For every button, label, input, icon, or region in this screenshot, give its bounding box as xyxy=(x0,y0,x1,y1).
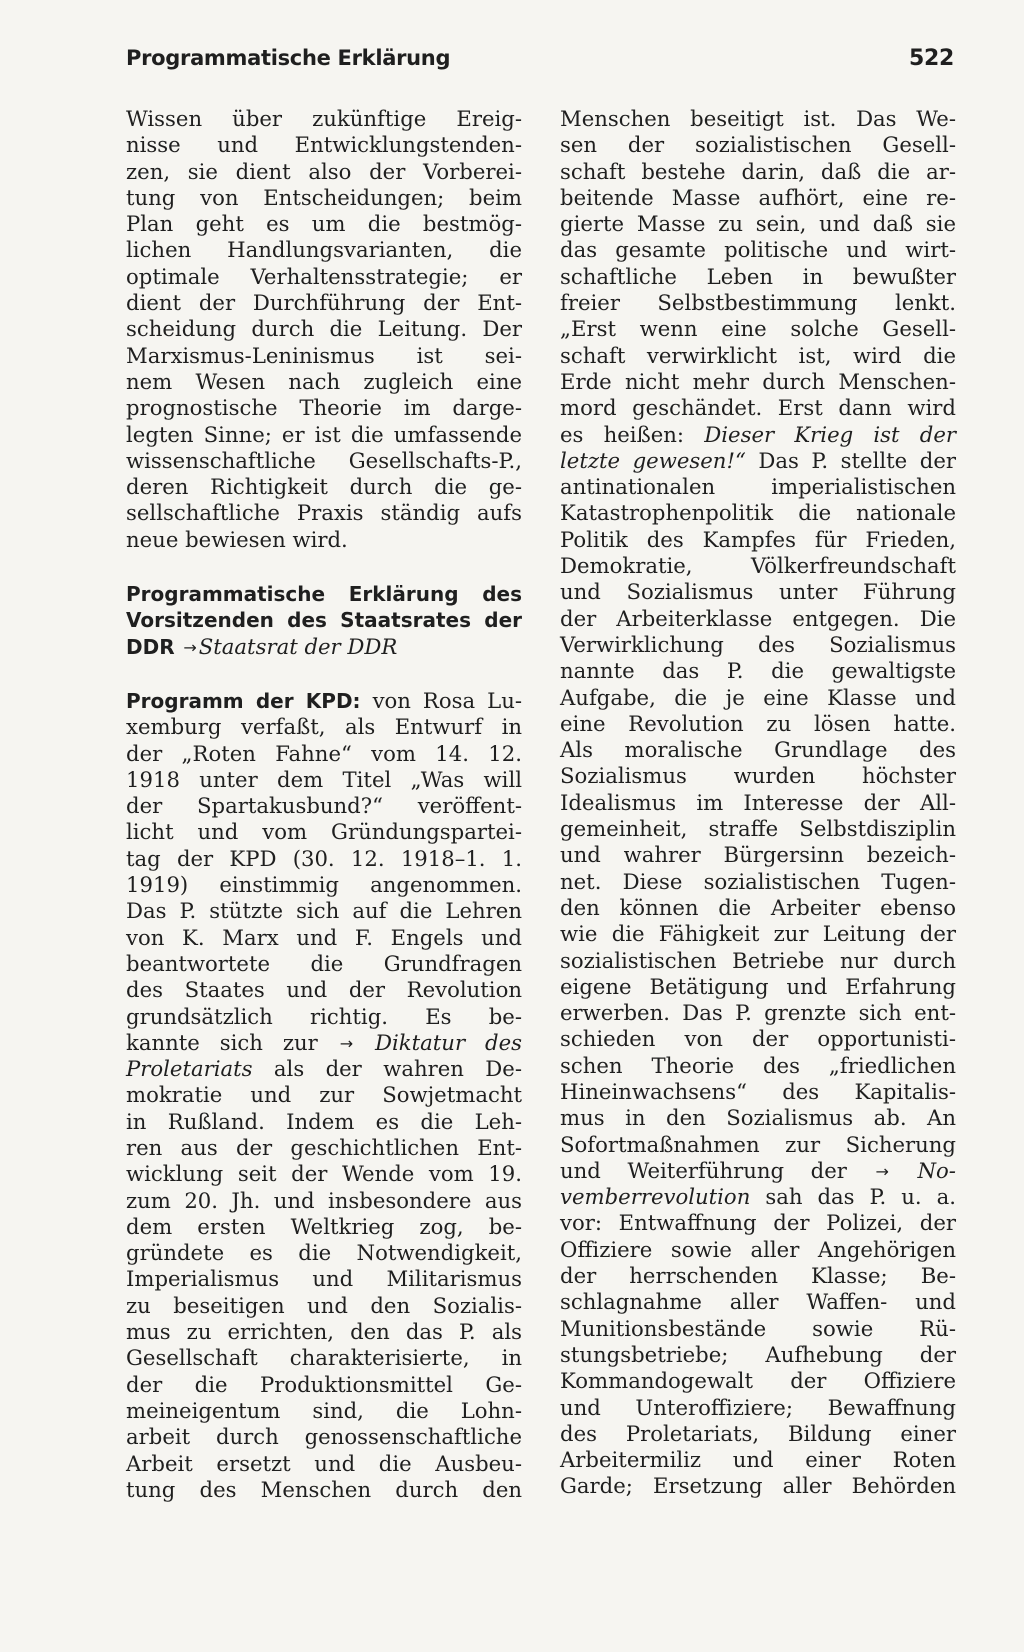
paragraph-prognose xyxy=(126,106,522,553)
text-line: stungsbetriebe; Aufhebung der xyxy=(560,1341,956,1367)
text-line: wissenschaftliche Gesellschafts-P., xyxy=(126,447,522,473)
text-line: Hineinwachsens“ des Kapitalis- xyxy=(560,1078,956,1104)
text-line: schaftliche Leben in bewußter xyxy=(560,263,956,289)
text-line: Imperialismus und Militarismus xyxy=(126,1266,522,1292)
text-line: meineigentum sind, die Lohn- xyxy=(126,1397,522,1423)
cross-reference-arrow-icon: → xyxy=(339,1033,354,1053)
text-line: beitende Masse aufhört, eine re- xyxy=(560,184,956,210)
text-line: lichen Handlungsvarianten, die xyxy=(126,237,522,263)
text-line: den können die Arbeiter ebenso xyxy=(560,894,956,920)
text-line: erwerben. Das P. grenzte sich ent- xyxy=(560,1000,956,1026)
text-line: sen der sozialistischen Gesell- xyxy=(560,132,956,158)
text-line: Sozialismus wurden höchster xyxy=(560,763,956,789)
page-number: 522 xyxy=(908,46,954,71)
text-line: und Weiterführung der → No- xyxy=(560,1158,956,1184)
running-title: Programmatische Erklärung xyxy=(126,46,451,70)
text-line: mokratie und zur Sowjetmacht xyxy=(126,1082,522,1108)
text-line: Marxismus-Leninismus ist sei- xyxy=(126,342,522,368)
text-line: grundsätzlich richtig. Es be- xyxy=(126,1003,522,1029)
text-line: mus zu errichten, den das P. als xyxy=(126,1319,522,1345)
text-line: des Proletariats, Bildung einer xyxy=(560,1420,956,1446)
text-line: xemburg verfaßt, als Entwurf in xyxy=(126,714,522,740)
entry-heading-ddr: DDR xyxy=(126,634,175,659)
text-line: zen, sie dient also der Vorberei- xyxy=(126,158,522,184)
text-line: Proletariats als der wahren De- xyxy=(126,1056,522,1082)
text-line: der herrschenden Klasse; Be- xyxy=(560,1263,956,1289)
text-line: Das P. stützte sich auf die Lehren xyxy=(126,898,522,924)
text-line: wie die Fähigkeit zur Leitung der xyxy=(560,921,956,947)
text-line: mord geschändet. Erst dann wird xyxy=(560,395,956,421)
text-line: dient der Durchführung der Ent- xyxy=(126,290,522,316)
text-line: in Rußland. Indem es die Leh- xyxy=(126,1108,522,1134)
text-line: vor: Entwaffnung der Polizei, der xyxy=(560,1210,956,1236)
text-line: Demokratie, Völkerfreundschaft xyxy=(560,553,956,579)
text-line: schlagnahme aller Waffen- und xyxy=(560,1289,956,1315)
text-line: sellschaftliche Praxis ständig aufs xyxy=(126,500,522,526)
text-line: antinationalen imperialistischen xyxy=(560,474,956,500)
entry-heading-line xyxy=(126,634,522,660)
text-line: scheidung durch die Leitung. Der xyxy=(126,316,522,342)
text-line: schen Theorie des „friedlichen xyxy=(560,1052,956,1078)
text-line: zu beseitigen und den Sozialis- xyxy=(126,1292,522,1318)
entry-first-line: Programm der KPD: von Rosa Lu- xyxy=(126,687,522,713)
text-line: zum 20. Jh. und insbesondere aus xyxy=(126,1187,522,1213)
text-line: legten Sinne; er ist die umfassende xyxy=(126,421,522,447)
text-line: schaft bestehe darin, daß die ar- xyxy=(560,158,956,184)
entry-programmatische-erklaerung xyxy=(126,581,522,660)
text-line: freier Selbstbestimmung lenkt. xyxy=(560,290,956,316)
text-line: licht und vom Gründungspartei- xyxy=(126,819,522,845)
text-line: der Spartakusbund?“ veröffent- xyxy=(126,793,522,819)
text-line: schaft verwirklicht ist, wird die xyxy=(560,342,956,368)
cross-reference-link[interactable]: Diktatur des xyxy=(375,1029,522,1055)
text-line: 1919) einstimmig angenommen. xyxy=(126,872,522,898)
text-line: Verwirklichung des Sozialismus xyxy=(560,631,956,657)
text-line: letzte gewesen!“ Das P. stellte der xyxy=(560,447,956,473)
text-line: 1918 unter dem Titel „Was will xyxy=(126,766,522,792)
text-line: wicklung seit der Wende vom 19. xyxy=(126,1161,522,1187)
text-line: Erde nicht mehr durch Menschen- xyxy=(560,368,956,394)
text-line: sozialistischen Betriebe nur durch xyxy=(560,947,956,973)
left-column xyxy=(126,106,522,1503)
text-line: tung des Menschen durch den xyxy=(126,1476,522,1502)
right-column xyxy=(560,106,956,1500)
text-line: Sofortmaßnahmen zur Sicherung xyxy=(560,1131,956,1157)
text-line: Plan geht es um die bestmög- xyxy=(126,211,522,237)
text-line: Idealismus im Interesse der All- xyxy=(560,789,956,815)
text-line: Offiziere sowie aller Angehörigen xyxy=(560,1236,956,1262)
cross-reference-link[interactable]: Proletariats xyxy=(126,1056,253,1082)
text-line: Arbeitermiliz und einer Roten xyxy=(560,1447,956,1473)
cross-reference-arrow-icon: → xyxy=(875,1161,889,1181)
text-line: ren aus der geschichtlichen Ent- xyxy=(126,1134,522,1160)
text-line: nisse und Entwicklungstenden- xyxy=(126,132,522,158)
text-line: optimale Verhaltensstrategie; er xyxy=(126,263,522,289)
text-line: Munitionsbestände sowie Rü- xyxy=(560,1315,956,1341)
text-line: nannte das P. die gewaltigste xyxy=(560,658,956,684)
entry-heading-line: Programmatische Erklärung des xyxy=(126,582,522,607)
text-line: gründete es die Notwendigkeit, xyxy=(126,1240,522,1266)
text-line: eine Revolution zu lösen hatte. xyxy=(560,710,956,736)
text-line: und wahrer Bürgersinn bezeich- xyxy=(560,842,956,868)
text-line: der die Produktionsmittel Ge- xyxy=(126,1371,522,1397)
text-line: und Sozialismus unter Führung xyxy=(560,579,956,605)
entry-headword: Programm der KPD: xyxy=(126,688,361,713)
entry-heading-line: Vorsitzenden des Staatsrates der xyxy=(126,608,522,633)
quotation: Dieser Krieg ist der xyxy=(704,421,956,447)
text-line: neue bewiesen wird. xyxy=(126,526,348,552)
text-line: Aufgabe, die je eine Klasse und xyxy=(560,684,956,710)
text-line: gierte Masse zu sein, und daß sie xyxy=(560,211,956,237)
text-line: Gesellschaft charakterisierte, in xyxy=(126,1345,522,1371)
text-line: der „Roten Fahne“ vom 14. 12. xyxy=(126,740,522,766)
text-line: von K. Marx und F. Engels und xyxy=(126,924,522,950)
text-line: mus in den Sozialismus ab. An xyxy=(560,1105,956,1131)
text-line: prognostische Theorie im darge- xyxy=(126,395,522,421)
quotation: letzte gewesen!“ xyxy=(560,447,746,473)
text-line: Garde; Ersetzung aller Behörden xyxy=(560,1473,956,1499)
text-line: das gesamte politische und wirt- xyxy=(560,237,956,263)
text-line: es heißen: Dieser Krieg ist der xyxy=(560,421,956,447)
text-line: deren Richtigkeit durch die ge- xyxy=(126,474,522,500)
text-line: gemeinheit, straffe Selbstdisziplin xyxy=(560,816,956,842)
text-line: dem ersten Weltkrieg zog, be- xyxy=(126,1213,522,1239)
text-line: Politik des Kampfes für Frieden, xyxy=(560,526,956,552)
text-line: und Unteroffiziere; Bewaffnung xyxy=(560,1394,956,1420)
text-line: tag der KPD (30. 12. 1918–1. 1. xyxy=(126,845,522,871)
text-line: „Erst wenn eine solche Gesell- xyxy=(560,316,956,342)
text-line: Kommandogewalt der Offiziere xyxy=(560,1368,956,1394)
text-line: Als moralische Grundlage des xyxy=(560,737,956,763)
text-line: beantwortete die Grundfragen xyxy=(126,950,522,976)
entry-programm-der-kpd xyxy=(126,688,522,1503)
cross-reference-link[interactable]: vemberrevolution xyxy=(560,1184,751,1210)
page-header xyxy=(126,46,954,86)
text-line: Wissen über zukünftige Ereig- xyxy=(126,106,522,131)
text-line: tung von Entscheidungen; beim xyxy=(126,184,522,210)
cross-reference-link[interactable]: No- xyxy=(917,1157,956,1183)
text-line: schieden von der opportunisti- xyxy=(560,1026,956,1052)
text-line: arbeit durch genossenschaftliche xyxy=(126,1424,522,1450)
text-line: Menschen beseitigt ist. Das We- xyxy=(560,106,956,131)
text-line: Katastrophenpolitik die nationale xyxy=(560,500,956,526)
text-line: Arbeit ersetzt und die Ausbeu- xyxy=(126,1450,522,1476)
text-line: net. Diese sozialistischen Tugen- xyxy=(560,868,956,894)
text-line: des Staates und der Revolution xyxy=(126,977,522,1003)
text-line: kannte sich zur → Diktatur des xyxy=(126,1030,522,1056)
text-line: nem Wesen nach zugleich eine xyxy=(126,368,522,394)
text-line: eigene Betätigung und Erfahrung xyxy=(560,973,956,999)
text-line: vemberrevolution sah das P. u. a. xyxy=(560,1184,956,1210)
cross-reference-link[interactable]: Staatsrat der DDR xyxy=(198,633,398,659)
text-line: der Arbeiterklasse entgegen. Die xyxy=(560,605,956,631)
cross-reference-arrow-icon: → xyxy=(183,637,197,657)
